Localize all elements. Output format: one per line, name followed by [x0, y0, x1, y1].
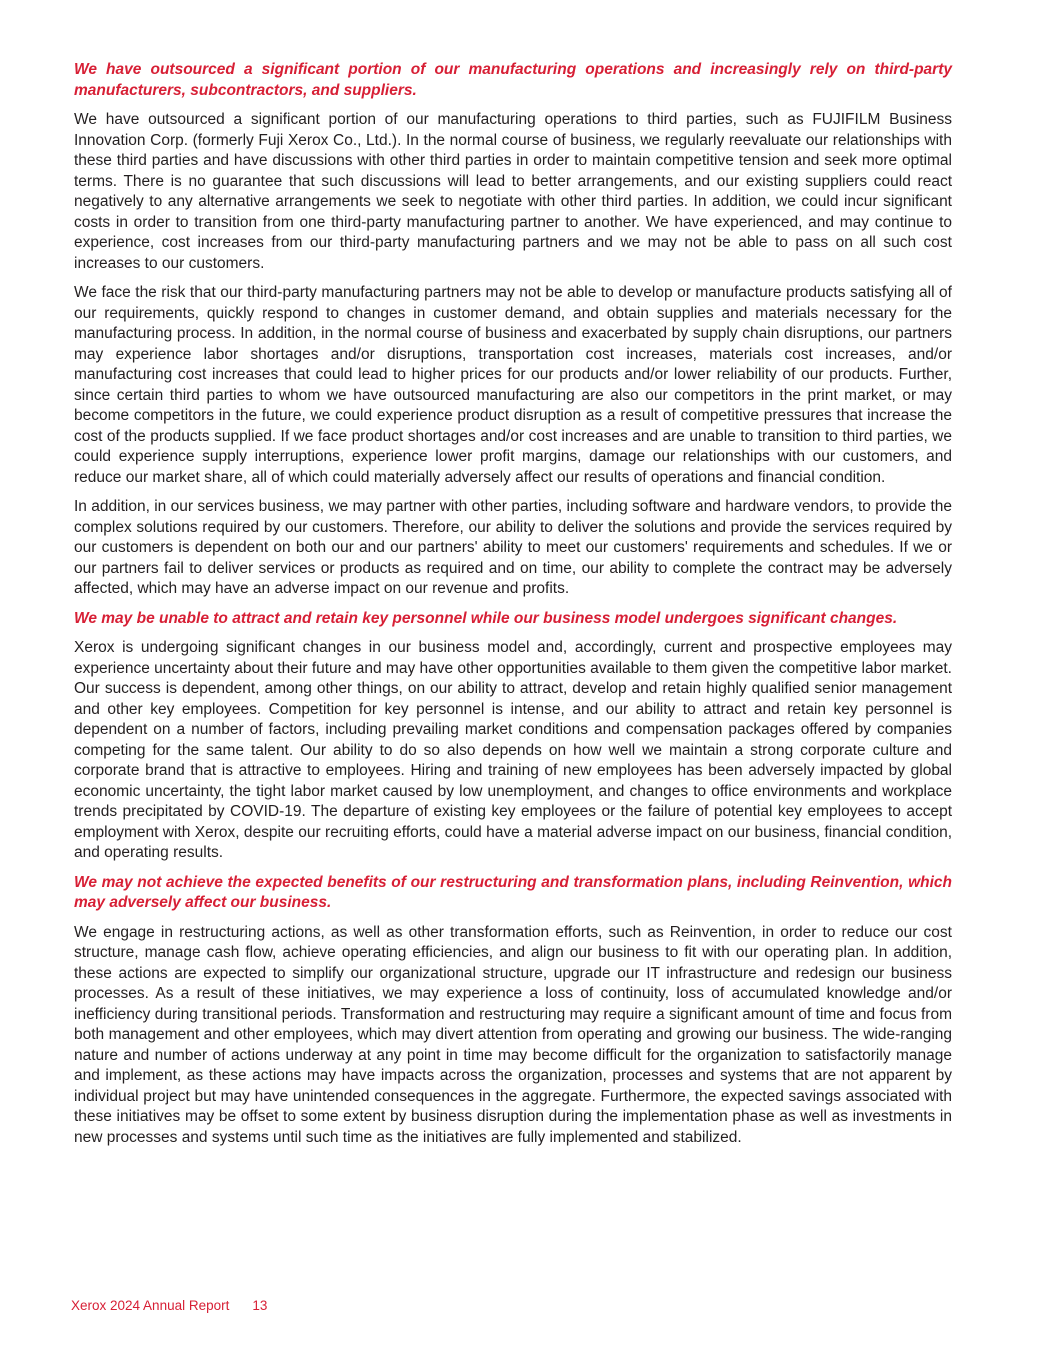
body-paragraph: We engage in restructuring actions, as well as other transformation efforts, such as Reinvention, in order to reduce our cost structure, manage cash flow, achieve operating efficiencies, and align our business to fit with our operating plan. In addition, these actions are expected to simplify our organizational structure, upgrade our IT infrastructure and redesign our business processes. As a result of these initiatives, we may experience a loss of continuity, loss of accumulated knowledge and/or inefficiency during transitional periods. Transformation and restructuring may require a significant amount of time and focus from both management and other employees, which may divert attention from operating and growing our business. The wide-ranging nature and number of actions underway at any point in time may become difficult for the organization to satisfactorily manage and implement, as these actions may have impacts across the organization, processes and systems that are not apparent by individual project but may have unintended consequences in the aggregate. Furthermore, the expected savings associated with these initiatives may be offset to some extent by business disruption during the implementation phase as well as investments in new processes and systems until such time as the initiatives are fully implemented and stabilized.	[74, 923, 952, 1146]
risk-section-outsourcing	[74, 60, 952, 600]
body-paragraph: We face the risk that our third-party manufacturing partners may not be able to develop or manufacture products satisfying all of our requirements, quickly respond to changes in customer demand, and obtain supplies and materials necessary for the manufacturing process. In addition, in the normal course of business and exacerbated by supply chain disruptions, our partners may experience labor shortages and/or disruptions, transportation cost increases, materials cost increases, and/or manufacturing cost increases that could lead to higher prices for our products and/or lower reliability of our products. Further, since certain third parties to whom we have outsourced manufacturing are also our competitors in the print market, or may become competitors in the future, we could experience product disruption as a result of competitive pressures that increase the cost of the products supplied. If we face product shortages and/or cost increases and are unable to transition to third parties, we could experience supply interruptions, experience lower profit margins, damage our relationships with our customers, and reduce our market share, all of which could materially adversely affect our results of operations and financial condition.	[74, 284, 952, 486]
footer-report-title: Xerox 2024 Annual Report	[71, 1298, 230, 1313]
body-paragraph: Xerox is undergoing significant changes in our business model and, accordingly, current and prospective employees may experience uncertainty about their future and may have other opportunities available to them given the competitive labor market. Our success is dependent, among other things, on our ability to attract, develop and retain highly qualified senior management and other key employees. Competition for key personnel is intense, and our ability to attract and retain key personnel is dependent on a number of factors, including prevailing market conditions and compensation packages offered by companies competing for the same talent. Our ability to do so also depends on how well we maintain a strong corporate culture and corporate brand that is attractive to employees. Hiring and training of new employees has been adversely impacted by global economic uncertainty, the tight labor market caused by low unemployment, and changes to office environments and workplace trends precipitated by COVID-19. The departure of existing key employees or the failure of potential key employees to accept employment with Xerox, despite our recruiting efforts, could have a material adverse impact on our business, financial condition, and operating results.	[74, 639, 952, 861]
risk-section-key-personnel	[74, 609, 952, 864]
body-paragraph: In addition, in our services business, we may partner with other parties, including software and hardware vendors, to provide the complex solutions required by our customers. Therefore, our ability to deliver the solutions and provide the services required by our customers is dependent on both our and our partners' ability to meet our customers' requirements and schedules. If we or our partners fail to deliver services or products as required and on time, our ability to complete the contract may be adversely affected, which may have an adverse impact on our revenue and profits.	[74, 498, 952, 597]
section-heading: We have outsourced a significant portion of our manufacturing operations and increasingly rely on third-party manufacturers, subcontractors, and suppliers.	[74, 61, 952, 99]
body-paragraph: We have outsourced a significant portion of our manufacturing operations to third parties, such as FUJIFILM Business Innovation Corp. (formerly Fuji Xerox Co., Ltd.). In the normal course of business, we regularly reevaluate our relationships with these third parties and have discussions with other third parties in order to maintain competitive tension and seek more optimal terms. There is no guarantee that such discussions will lead to better arrangements, and our existing suppliers could react negatively to any alternative arrangements we seek to negotiate with other third parties. In addition, we could incur significant costs in order to transition from one third-party manufacturing partner to another. We have experienced, and may continue to experience, cost increases from our third-party manufacturing partners and we may not be able to pass on all such cost increases to our customers.	[74, 111, 952, 272]
page-footer	[71, 1298, 267, 1313]
section-heading: We may not achieve the expected benefits of our restructuring and transformation plans, including Reinvention, which may adversely affect our business.	[74, 873, 952, 911]
footer-page-number: 13	[252, 1298, 268, 1313]
section-heading: We may be unable to attract and retain key personnel while our business model undergoes significant changes.	[74, 609, 898, 627]
document-body	[74, 60, 952, 1157]
risk-section-restructuring	[74, 873, 952, 1149]
